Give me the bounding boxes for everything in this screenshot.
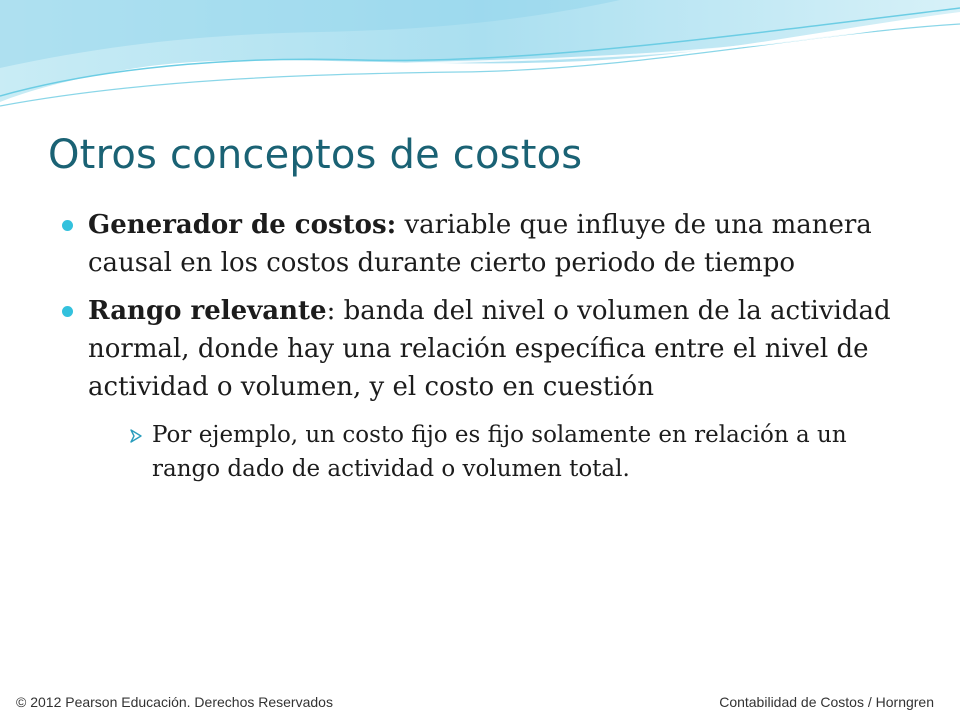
wave-decoration [0,0,960,120]
bullet-item [62,206,902,282]
bullet-list [62,206,902,486]
circle-bullet-icon [62,220,73,231]
sub-bullet-text: Por ejemplo, un costo fijo es fijo solamente en relación a un rango dado de actividad o volumen total. [152,422,847,482]
bullet-text: variable que influye de una manera causal en los costos durante cierto periodo de tiempo [88,210,872,278]
footer-copyright: © 2012 Pearson Educación. Derechos Reservados [16,694,333,710]
circle-bullet-icon [62,306,73,317]
slide-title: Otros conceptos de costos [48,132,583,178]
sub-bullet-item [128,418,902,486]
bullet-item [62,292,902,486]
bullet-term: Generador de costos: [88,210,397,240]
bullet-term: Rango relevante [88,296,327,326]
footer-book-title: Contabilidad de Costos / Horngren [719,694,934,710]
arrow-bullet-icon [128,428,144,444]
bullet-text: : banda del nivel o volumen de la actividad normal, donde hay una relación específica entre el nivel de actividad o volumen, y el costo en cuestión [88,296,891,402]
